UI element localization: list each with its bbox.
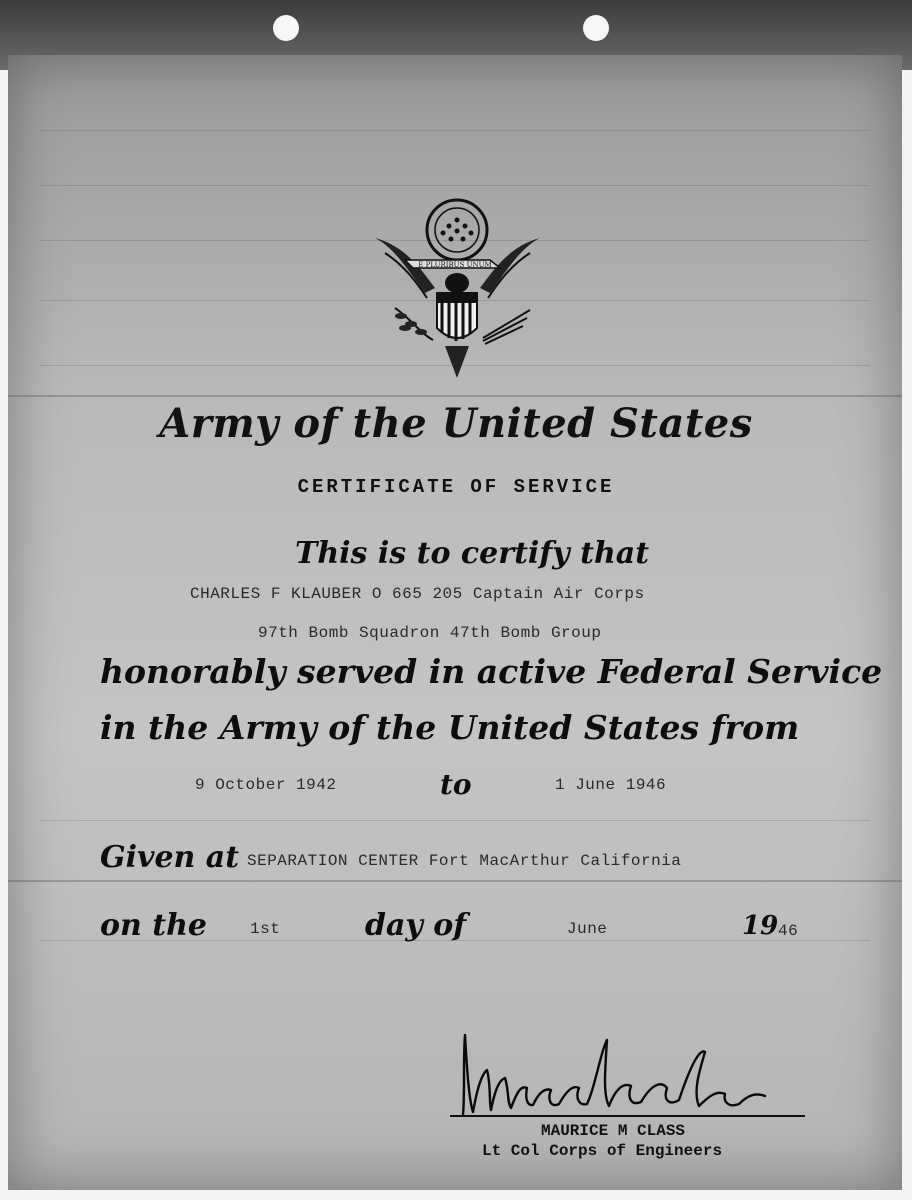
- paper-fold: [8, 880, 902, 882]
- day-of-label: day of: [365, 908, 467, 943]
- served-line-2: in the Army of the United States from: [100, 708, 800, 747]
- service-from-date: 9 October 1942: [195, 776, 337, 794]
- ghost-line: [40, 130, 870, 131]
- month-value: June: [567, 920, 608, 938]
- certificate-subtitle: CERTIFICATE OF SERVICE: [297, 476, 615, 498]
- certify-phrase: This is to certify that: [295, 536, 650, 571]
- paper-fold: [8, 395, 902, 397]
- on-the-label: on the: [100, 908, 208, 943]
- day-value: 1st: [250, 920, 281, 938]
- seal-ribbon-text: E PLURIBUS UNUM: [418, 261, 492, 269]
- punch-hole-left: [273, 15, 299, 41]
- to-word: to: [440, 768, 472, 801]
- signer-name: MAURICE M CLASS: [541, 1122, 686, 1140]
- year-prefix: 19: [742, 911, 779, 941]
- given-at-location: SEPARATION CENTER Fort MacArthur California: [247, 852, 682, 870]
- service-to-date: 1 June 1946: [555, 776, 667, 794]
- signer-title: Lt Col Corps of Engineers: [482, 1142, 723, 1160]
- recipient-name-line: CHARLES F KLAUBER O 665 205 Captain Air Corps: [190, 585, 645, 603]
- ghost-line: [40, 820, 870, 821]
- year-suffix: 46: [778, 922, 799, 940]
- punch-hole-right: [583, 15, 609, 41]
- certificate-title: Army of the United States: [159, 400, 753, 447]
- given-at-label: Given at: [100, 840, 240, 875]
- ghost-line: [40, 185, 870, 186]
- eagle-seal-icon: [365, 198, 550, 383]
- served-line-1: honorably served in active Federal Service: [100, 652, 883, 691]
- handwritten-signature: [455, 1030, 785, 1125]
- signature-line: [450, 1115, 805, 1117]
- recipient-unit-line: 97th Bomb Squadron 47th Bomb Group: [258, 624, 602, 642]
